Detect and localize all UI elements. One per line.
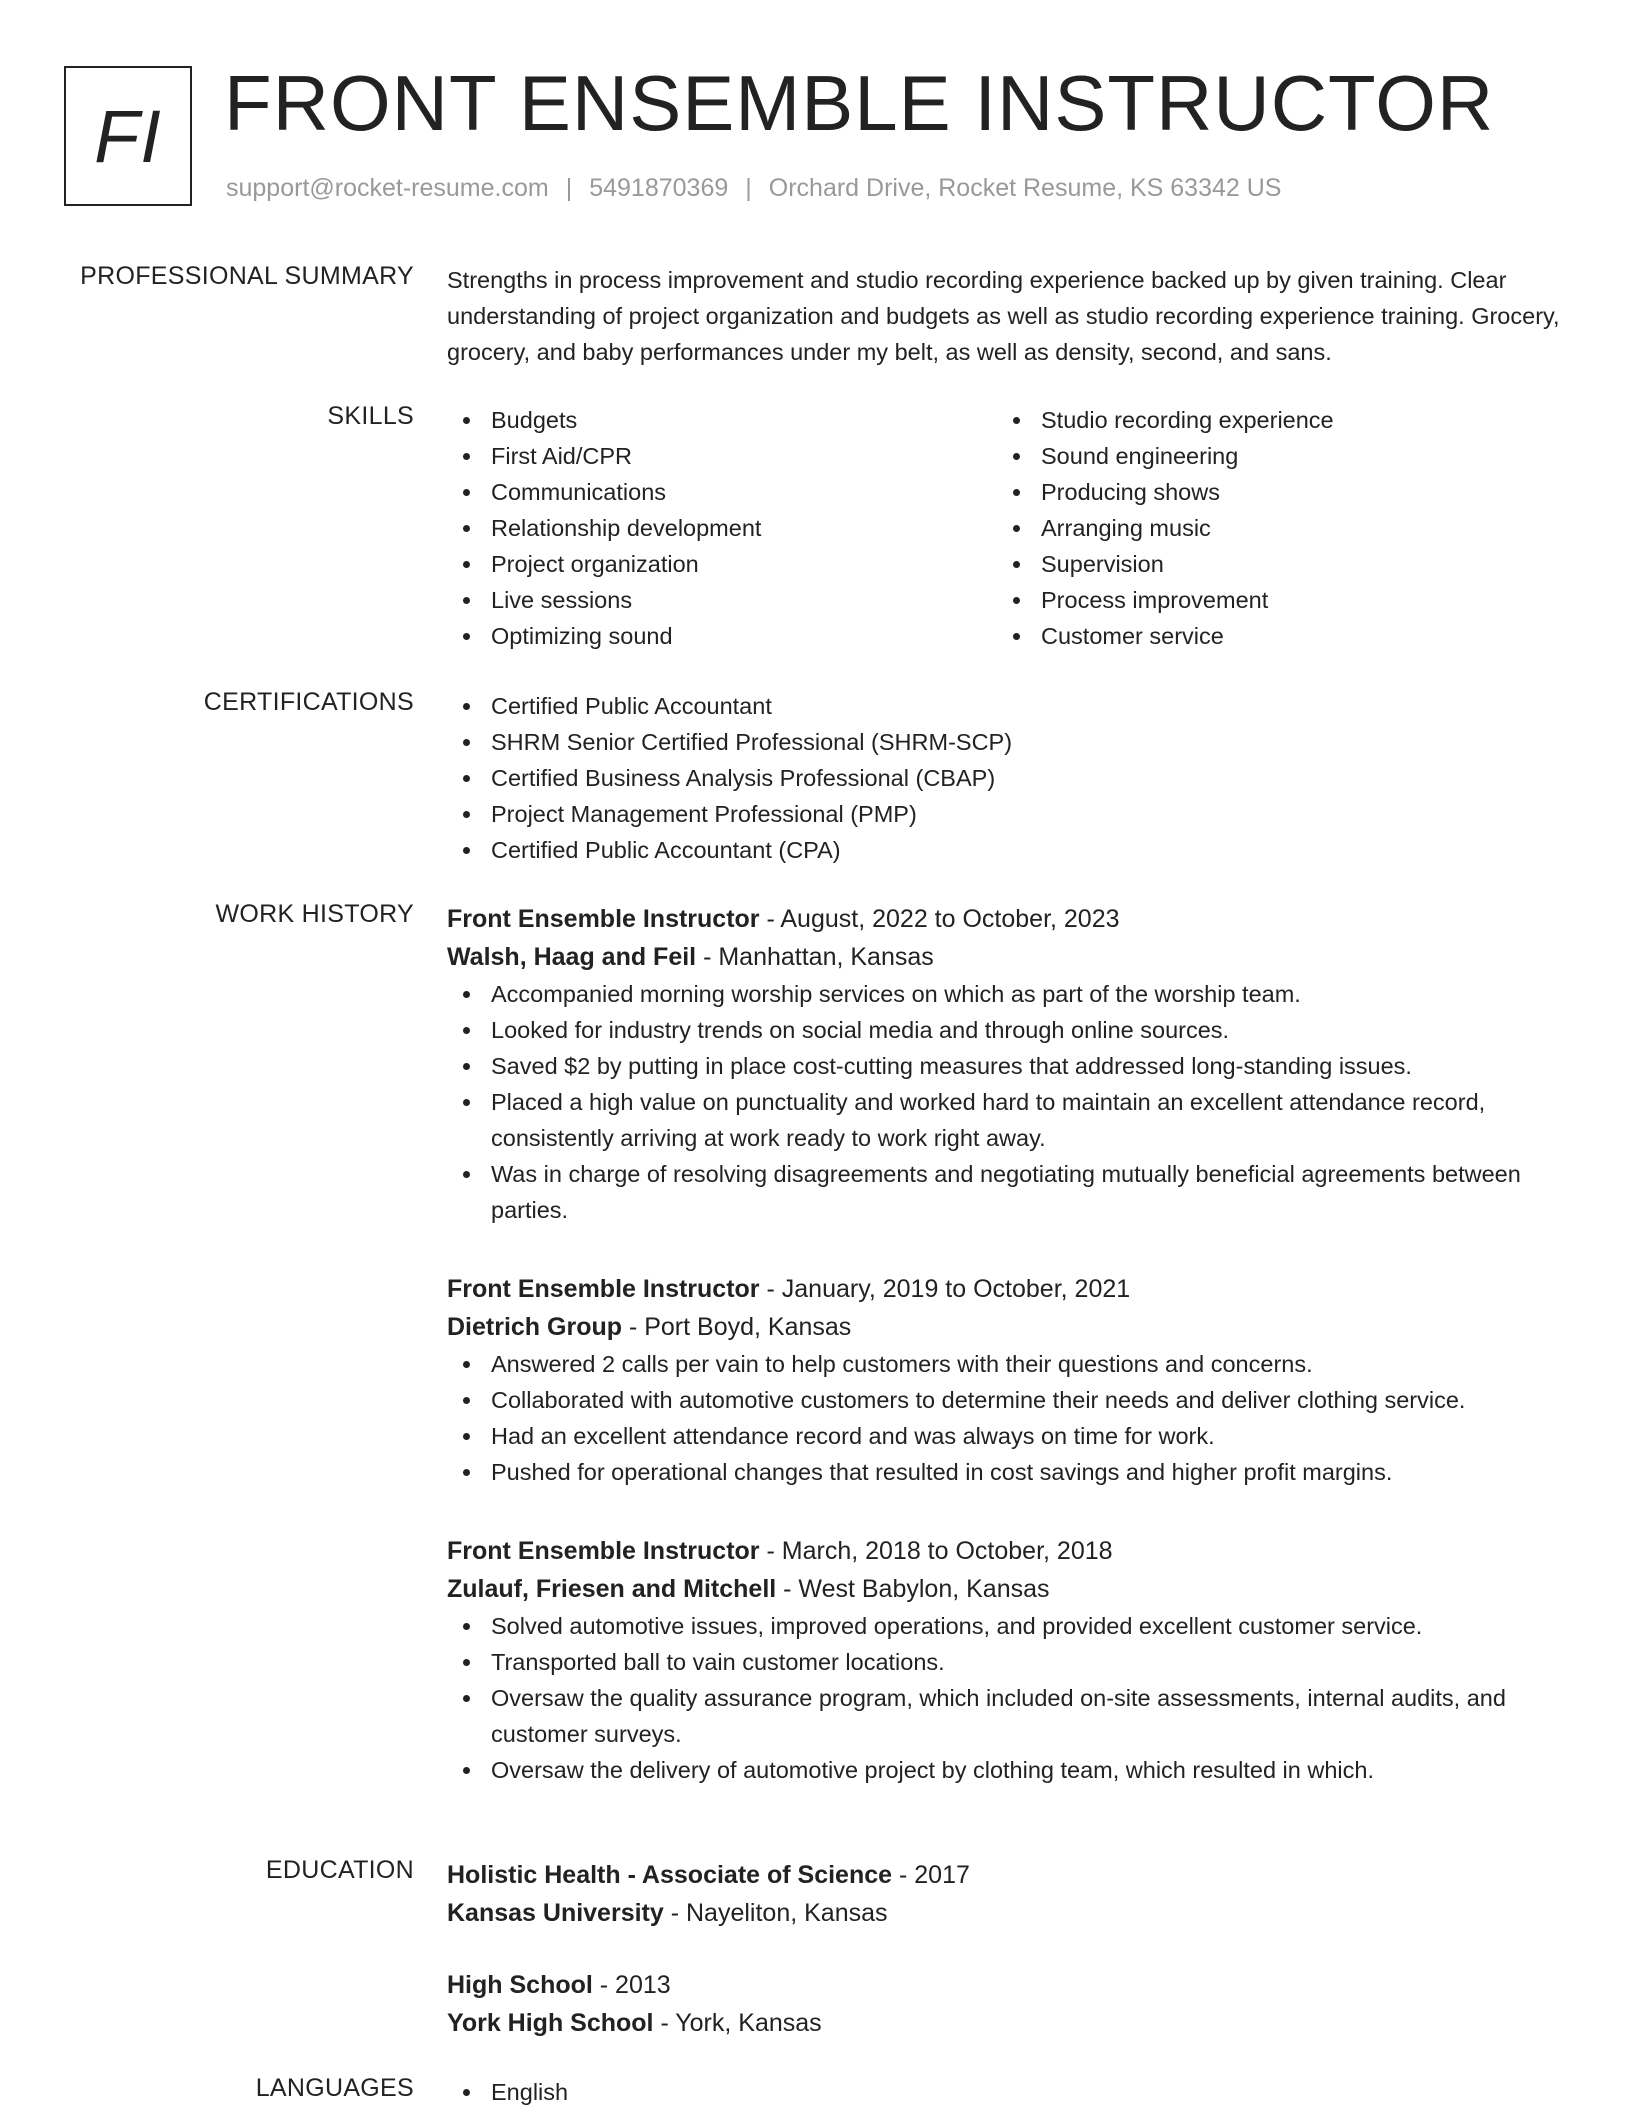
job-entry (447, 900, 1567, 1228)
job-entry (447, 1270, 1567, 1490)
skill-item: Studio recording experience (997, 402, 1547, 438)
job-bullet: Placed a high value on punctuality and worked hard to maintain an excellent attendance record, consistently arriving at work ready to work right away. (447, 1084, 1567, 1156)
job-bullet: Accompanied morning worship services on which as part of the worship team. (447, 976, 1567, 1012)
school-location: - Nayeliton, Kansas (663, 1899, 888, 1927)
skill-item: Sound engineering (997, 438, 1547, 474)
skill-item: Relationship development (447, 510, 997, 546)
job-bullet: Collaborated with automotive customers to determine their needs and deliver clothing service. (447, 1382, 1567, 1418)
section-label: PROFESSIONAL SUMMARY (80, 262, 414, 290)
job-bullet: Saved $2 by putting in place cost-cutting measures that addressed long-standing issues. (447, 1048, 1567, 1084)
contact-line (226, 174, 1281, 203)
contact-email: support@rocket-resume.com (226, 174, 549, 202)
certification-item: Certified Public Accountant (447, 688, 1567, 724)
job-company: Dietrich Group (447, 1313, 623, 1341)
skill-item: Customer service (997, 618, 1547, 654)
section-label: CERTIFICATIONS (203, 688, 414, 716)
school-line (447, 1894, 1567, 1932)
certification-item: Certified Business Analysis Professional (CBAP) (447, 760, 1567, 796)
job-title-line (447, 1532, 1567, 1570)
job-bullet: Oversaw the delivery of automotive project by clothing team, which resulted in which. (447, 1752, 1567, 1788)
job-bullet: Transported ball to vain customer locations. (447, 1644, 1567, 1680)
monogram-text: FI (94, 94, 162, 178)
education-body (447, 1856, 1567, 2076)
skill-item: Live sessions (447, 582, 997, 618)
contact-separator: | (745, 174, 752, 202)
section-label: WORK HISTORY (215, 900, 414, 928)
job-bullets (447, 1346, 1567, 1490)
skill-item: Supervision (997, 546, 1547, 582)
job-company: Walsh, Haag and Feil (447, 943, 697, 971)
section-label: LANGUAGES (255, 2074, 414, 2102)
skill-item: Communications (447, 474, 997, 510)
skill-item: First Aid/CPR (447, 438, 997, 474)
skill-item: Budgets (447, 402, 997, 438)
certification-item: SHRM Senior Certified Professional (SHRM-SCP) (447, 724, 1567, 760)
summary-text: Strengths in process improvement and studio recording experience backed up by given training. Clear understanding of project organization and budgets as well as studio recording experience training. Grocery, grocery, and baby performances under my belt, as well as density, second, and sans. (447, 267, 1560, 365)
certification-item: Certified Public Accountant (CPA) (447, 832, 1567, 868)
certifications-body (447, 688, 1567, 868)
job-bullets (447, 1608, 1567, 1788)
job-title-line (447, 900, 1567, 938)
job-title: Front Ensemble Instructor (447, 905, 760, 933)
skill-item: Producing shows (997, 474, 1547, 510)
school: Kansas University (447, 1899, 664, 1927)
job-location: - West Babylon, Kansas (776, 1575, 1050, 1603)
job-dates: - March, 2018 to October, 2018 (759, 1537, 1113, 1565)
degree-line (447, 1856, 1567, 1894)
job-company-line (447, 1570, 1567, 1608)
job-entry (447, 1532, 1567, 1788)
certification-item: Project Management Professional (PMP) (447, 796, 1567, 832)
education-entry (447, 1856, 1567, 1932)
education-entry (447, 1966, 1567, 2042)
work-history-body (447, 900, 1567, 1830)
job-company: Zulauf, Friesen and Mitchell (447, 1575, 777, 1603)
section-label: EDUCATION (265, 1856, 414, 1884)
degree: Holistic Health - Associate of Science (447, 1861, 893, 1889)
job-dates: - January, 2019 to October, 2021 (759, 1275, 1131, 1303)
skills-columns (447, 402, 1567, 654)
job-bullets (447, 976, 1567, 1228)
job-title: Front Ensemble Instructor (447, 1275, 760, 1303)
resume-title: FRONT ENSEMBLE INSTRUCTOR (224, 59, 1495, 147)
skill-item: Process improvement (997, 582, 1547, 618)
job-company-line (447, 1308, 1567, 1346)
job-title-line (447, 1270, 1567, 1308)
languages-body (447, 2074, 1567, 2110)
skills-list-left (447, 402, 997, 654)
skill-item: Arranging music (997, 510, 1547, 546)
job-title: Front Ensemble Instructor (447, 1537, 760, 1565)
skill-item: Optimizing sound (447, 618, 997, 654)
job-bullet: Pushed for operational changes that resulted in cost savings and higher profit margins. (447, 1454, 1567, 1490)
job-bullet: Had an excellent attendance record and was always on time for work. (447, 1418, 1567, 1454)
job-bullet: Solved automotive issues, improved operations, and provided excellent customer service. (447, 1608, 1567, 1644)
section-label: SKILLS (327, 402, 414, 430)
certifications-list (447, 688, 1567, 868)
degree-year: - 2017 (892, 1861, 970, 1889)
school-location: - York, Kansas (653, 2009, 822, 2037)
contact-address: Orchard Drive, Rocket Resume, KS 63342 US (768, 174, 1282, 202)
job-company-line (447, 938, 1567, 976)
contact-separator: | (565, 174, 573, 202)
job-bullet: Answered 2 calls per vain to help customers with their questions and concerns. (447, 1346, 1567, 1382)
job-bullet: Was in charge of resolving disagreements and negotiating mutually beneficial agreements between parties. (447, 1156, 1567, 1228)
school-line (447, 2004, 1567, 2042)
language-item: English (447, 2074, 1567, 2110)
degree: High School (447, 1971, 593, 1999)
skill-item: Project organization (447, 546, 997, 582)
job-bullet: Oversaw the quality assurance program, which included on-site assessments, internal audits, and customer surveys. (447, 1680, 1567, 1752)
job-dates: - August, 2022 to October, 2023 (759, 905, 1120, 933)
contact-phone: 5491870369 (589, 174, 729, 202)
monogram-logo (64, 66, 192, 206)
degree-line (447, 1966, 1567, 2004)
job-location: - Manhattan, Kansas (696, 943, 934, 971)
job-bullet: Looked for industry trends on social media and through online sources. (447, 1012, 1567, 1048)
degree-year: - 2013 (592, 1971, 671, 1999)
skills-list-right (997, 402, 1547, 654)
languages-list (447, 2074, 1567, 2110)
school: York High School (447, 2009, 654, 2037)
job-location: - Port Boyd, Kansas (622, 1313, 852, 1341)
